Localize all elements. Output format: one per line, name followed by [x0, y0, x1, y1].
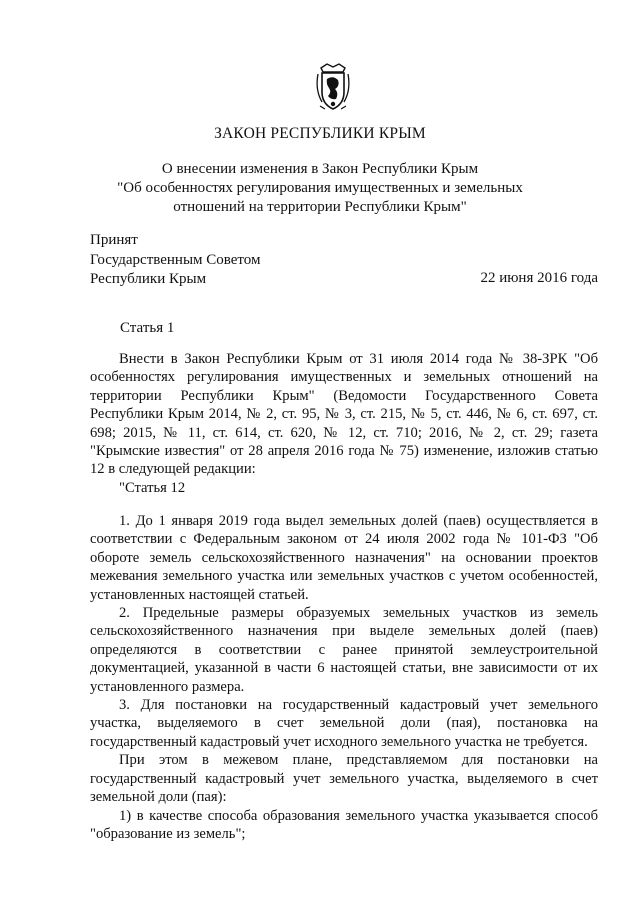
law-title: ЗАКОН РЕСПУБЛИКИ КРЫМ — [214, 125, 426, 142]
subtitle-line: О внесении изменения в Закон Республики Крым — [161, 161, 479, 177]
adopted-line: Государственным Советом — [90, 251, 261, 268]
adopted-line: Принят — [90, 232, 138, 248]
intro-paragraph: Внести в Закон Республики Крым от 31 июля 2014 года № 38-ЗРК "Об особенностях регулирования имущественных и земельных отношений на территории Республики Крым" (Ведомости Государственного Совета Республики Крым 2014, № 2, ст. 95, № 3, ст. 215, № 5, ст. 446, № 6, ст. 697, ст. 698; 2015, № 11, ст. 614, ст. 620, № 12, ст. 710; 2016, № 2, ст. 29; газета "Крымские известия" от 28 апреля 2016 года № 75) изменение, изложив статью 12 в следующей редакции: — [90, 351, 598, 478]
article-item: При этом в межевом плане, представляемом для постановки на государственный кадастровый учет земельного участка, выделяемого в счет земельной доли (пая): — [90, 752, 598, 806]
intro-block — [90, 350, 598, 497]
article-item: 3. Для постановки на государственный кадастровый учет земельного участка, выделяемого в счет земельной доли (пая), постановка на государственный кадастровый учет исходного земельного участка не требуется. — [90, 697, 598, 750]
adopted-date: 22 июня 2016 года — [480, 270, 598, 286]
article-heading: Статья 1 — [120, 320, 175, 336]
article-items — [90, 512, 598, 843]
article-item: 1) в качестве способа образования земельного участка указывается способ "образование из земель"; — [90, 807, 598, 842]
law-subtitle — [80, 160, 560, 217]
subtitle-line: отношений на территории Республики Крым" — [173, 199, 467, 215]
subtitle-line: "Об особенностях регулирования имущественных и земельных — [117, 180, 523, 196]
article-item: 1. До 1 января 2019 года выдел земельных долей (паев) осуществляется в соответствии с Федеральным законом от 24 июля 2002 года № 101-ФЗ "Об обороте земель сельскохозяйственного назначения" на основании проектов межевания земельного участка или земельных участков с учетом особенностей, установленных настоящей статьей. — [90, 513, 598, 603]
adopted-line: Республики Крым — [90, 271, 207, 287]
article-item: 2. Предельные размеры образуемых земельных участков из земель сельскохозяйственного назначения при выделе земельных долей (паев) определяются в соответствии с ранее принятой землеустроительной документацией, указанной в части 6 настоящей статьи, вне зависимости от их установленного размера. — [90, 605, 598, 695]
inner-article-heading: "Статья 12 — [119, 479, 186, 496]
crimea-coat-of-arms-icon — [313, 62, 353, 112]
adopted-by-block — [90, 231, 261, 290]
